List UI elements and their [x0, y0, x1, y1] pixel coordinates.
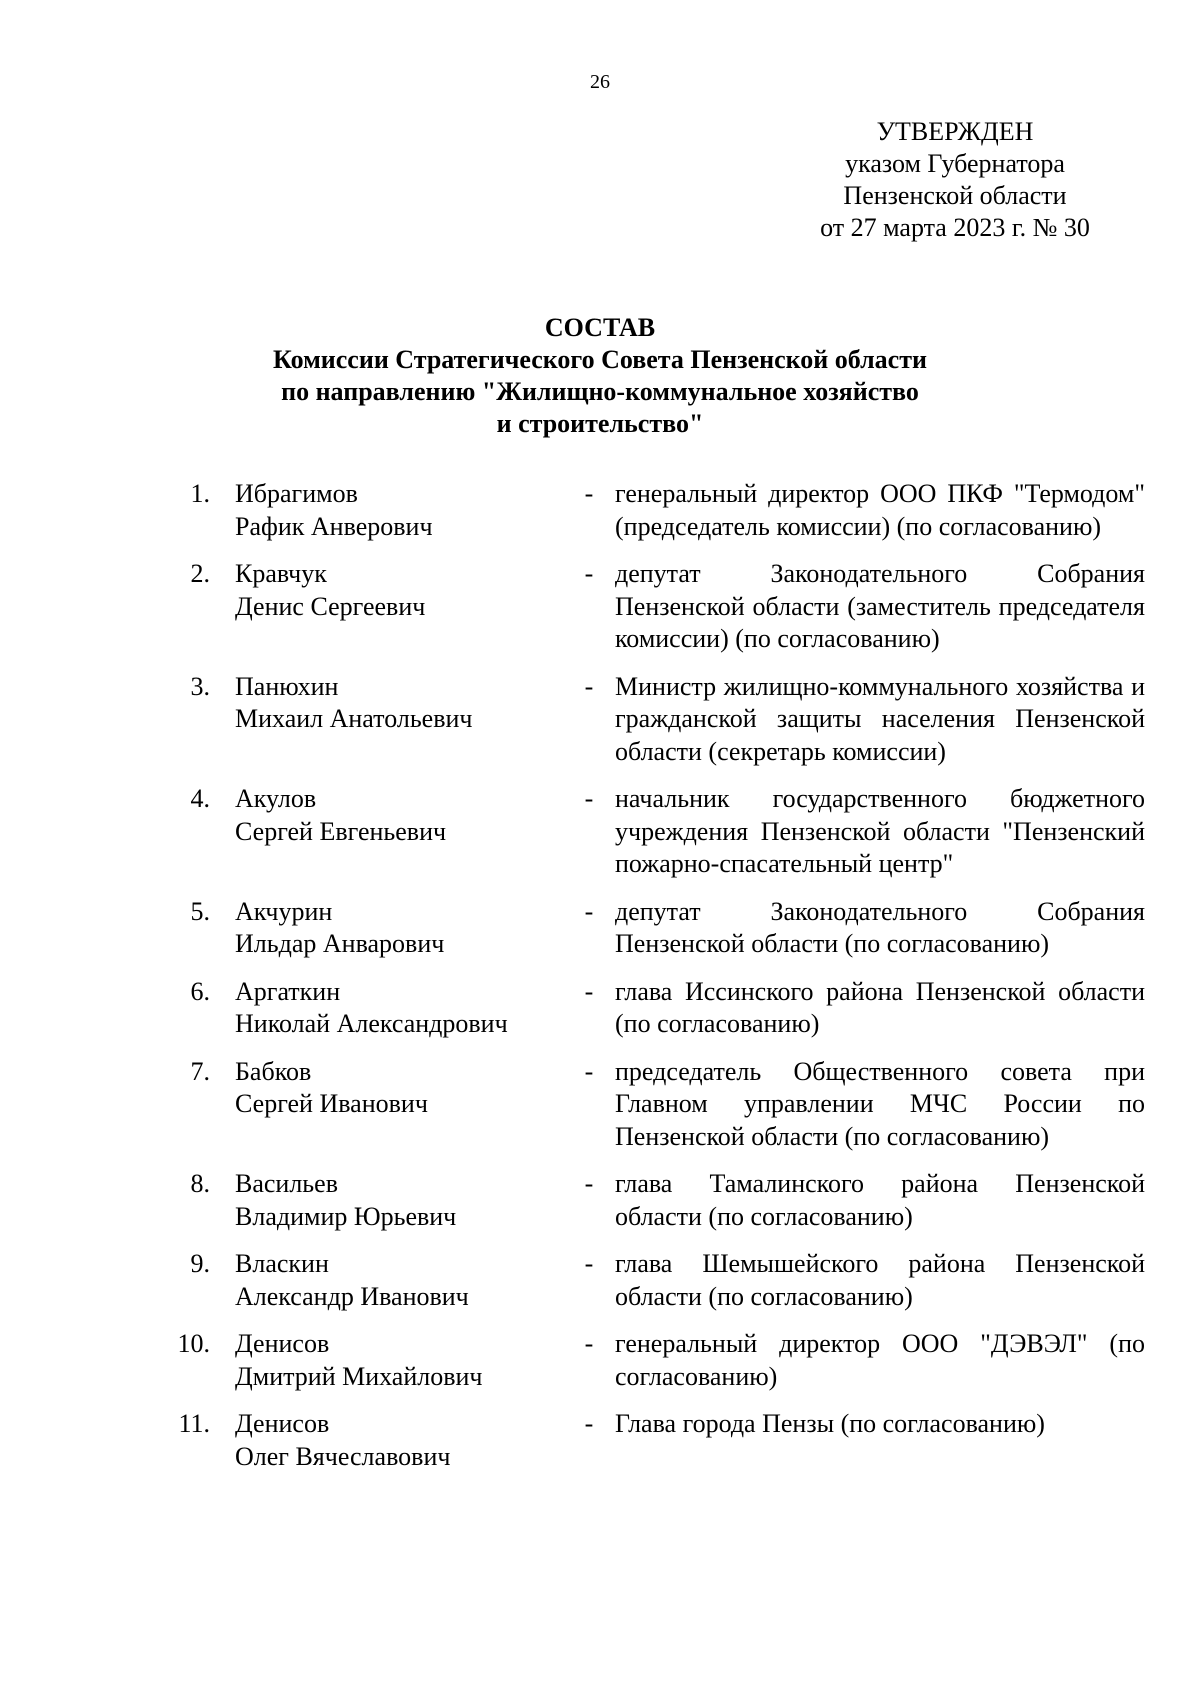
member-given-names: Сергей Иванович [235, 1089, 428, 1118]
member-surname: Денисов [235, 1329, 330, 1358]
member-dash: - [584, 976, 594, 1006]
member-row [160, 976, 1145, 1041]
member-name [235, 1328, 575, 1393]
member-surname: Бабков [235, 1056, 312, 1086]
member-name [235, 1248, 575, 1313]
member-name [235, 896, 575, 961]
member-role: депутат Законодательного Собрания Пензенской области (заместитель председателя комиссии) (по согласованию) [615, 559, 1145, 653]
member-dash: - [584, 559, 594, 588]
member-number: 7. [190, 1056, 210, 1086]
member-surname: Васильев [235, 1169, 338, 1198]
member-dash: - [584, 896, 594, 926]
document-subtitle-line-1: Комиссии Стратегического Совета Пензенской области [273, 345, 927, 374]
member-surname: Акчурин [235, 896, 333, 926]
member-given-names: Денис Сергеевич [235, 591, 426, 621]
member-surname: Ибрагимов [235, 479, 358, 508]
document-subtitle-line-3: и строительство" [496, 409, 704, 438]
member-given-names: Сергей Евгеньевич [235, 816, 447, 846]
member-role: председатель Общественного совета при Главном управлении МЧС России по Пензенской области (по согласованию) [615, 1056, 1145, 1151]
member-role: депутат Законодательного Собрания Пензенской области (по согласованию) [615, 896, 1145, 958]
member-role: Глава города Пензы (по согласованию) [615, 1409, 1045, 1438]
approval-line-decree: указом Губернатора [845, 149, 1065, 178]
member-role: генеральный директор ООО "ДЭВЭЛ" (по согласованию) [615, 1329, 1145, 1391]
member-number: 3. [190, 671, 210, 701]
member-surname: Панюхин [235, 671, 339, 701]
member-number: 1. [190, 479, 210, 508]
approval-stamp-block [770, 116, 1140, 244]
approval-line-date: от 27 марта 2023 г. № 30 [820, 213, 1090, 242]
member-given-names: Рафик Анверович [235, 511, 433, 541]
member-name [235, 976, 575, 1041]
member-dash: - [584, 479, 594, 508]
member-row [160, 783, 1145, 881]
approval-line-region: Пензенской области [843, 181, 1067, 210]
member-row [160, 671, 1145, 769]
member-row [160, 1056, 1145, 1154]
member-number: 9. [190, 1249, 210, 1278]
member-row [160, 1168, 1145, 1233]
approval-line-approved: УТВЕРЖДЕН [876, 117, 1034, 146]
document-title: СОСТАВ [544, 313, 656, 342]
member-number: 10. [177, 1329, 210, 1358]
member-given-names: Владимир Юрьевич [235, 1201, 457, 1231]
member-given-names: Михаил Анатольевич [235, 704, 473, 733]
member-surname: Денисов [235, 1409, 330, 1438]
member-number: 11. [178, 1409, 210, 1438]
member-dash: - [584, 1056, 594, 1086]
member-role: глава Иссинского района Пензенской области (по согласованию) [615, 976, 1145, 1038]
member-given-names: Александр Иванович [235, 1281, 469, 1311]
member-row [160, 558, 1145, 656]
member-surname: Кравчук [235, 559, 327, 588]
members-list [160, 478, 1145, 1488]
member-row [160, 478, 1145, 543]
member-row [160, 1328, 1145, 1393]
member-dash: - [584, 784, 594, 813]
member-name [235, 558, 575, 656]
member-name [235, 478, 575, 543]
member-dash: - [584, 1409, 594, 1438]
member-dash: - [584, 671, 594, 701]
member-name [235, 1408, 575, 1473]
member-role: Министр жилищно-коммунального хозяйства и гражданской защиты населения Пензенской области (секретарь комиссии) [615, 671, 1145, 766]
member-role: глава Тамалинского района Пензенской области (по согласованию) [615, 1169, 1145, 1231]
member-role: глава Шемышейского района Пензенской области (по согласованию) [615, 1249, 1145, 1311]
member-row [160, 896, 1145, 961]
member-surname: Аргаткин [235, 976, 341, 1006]
member-surname: Власкин [235, 1249, 329, 1278]
member-role: начальник государственного бюджетного учреждения Пензенской области "Пензенский пожарно-спасательный центр" [615, 784, 1145, 878]
member-given-names: Дмитрий Михайлович [235, 1361, 483, 1391]
member-dash: - [584, 1169, 594, 1198]
member-given-names: Ильдар Анварович [235, 929, 445, 958]
member-given-names: Олег Вячеславович [235, 1441, 451, 1471]
member-number: 6. [190, 976, 210, 1006]
member-surname: Акулов [235, 784, 317, 813]
member-number: 2. [190, 559, 210, 588]
document-heading [0, 312, 1200, 440]
member-number: 4. [190, 784, 210, 813]
member-dash: - [584, 1329, 594, 1358]
member-number: 5. [190, 896, 210, 926]
member-given-names: Николай Александрович [235, 1009, 508, 1038]
member-name [235, 1056, 575, 1154]
member-name [235, 671, 575, 769]
member-name [235, 1168, 575, 1233]
member-number: 8. [190, 1169, 210, 1198]
member-dash: - [584, 1249, 594, 1278]
member-row [160, 1248, 1145, 1313]
page-number: 26 [590, 71, 610, 93]
member-role: генеральный директор ООО ПКФ "Термодом" (председатель комиссии) (по согласованию) [615, 479, 1145, 541]
member-name [235, 783, 575, 881]
document-subtitle-line-2: по направлению "Жилищно-коммунальное хозяйство [281, 377, 919, 406]
member-row [160, 1408, 1145, 1473]
